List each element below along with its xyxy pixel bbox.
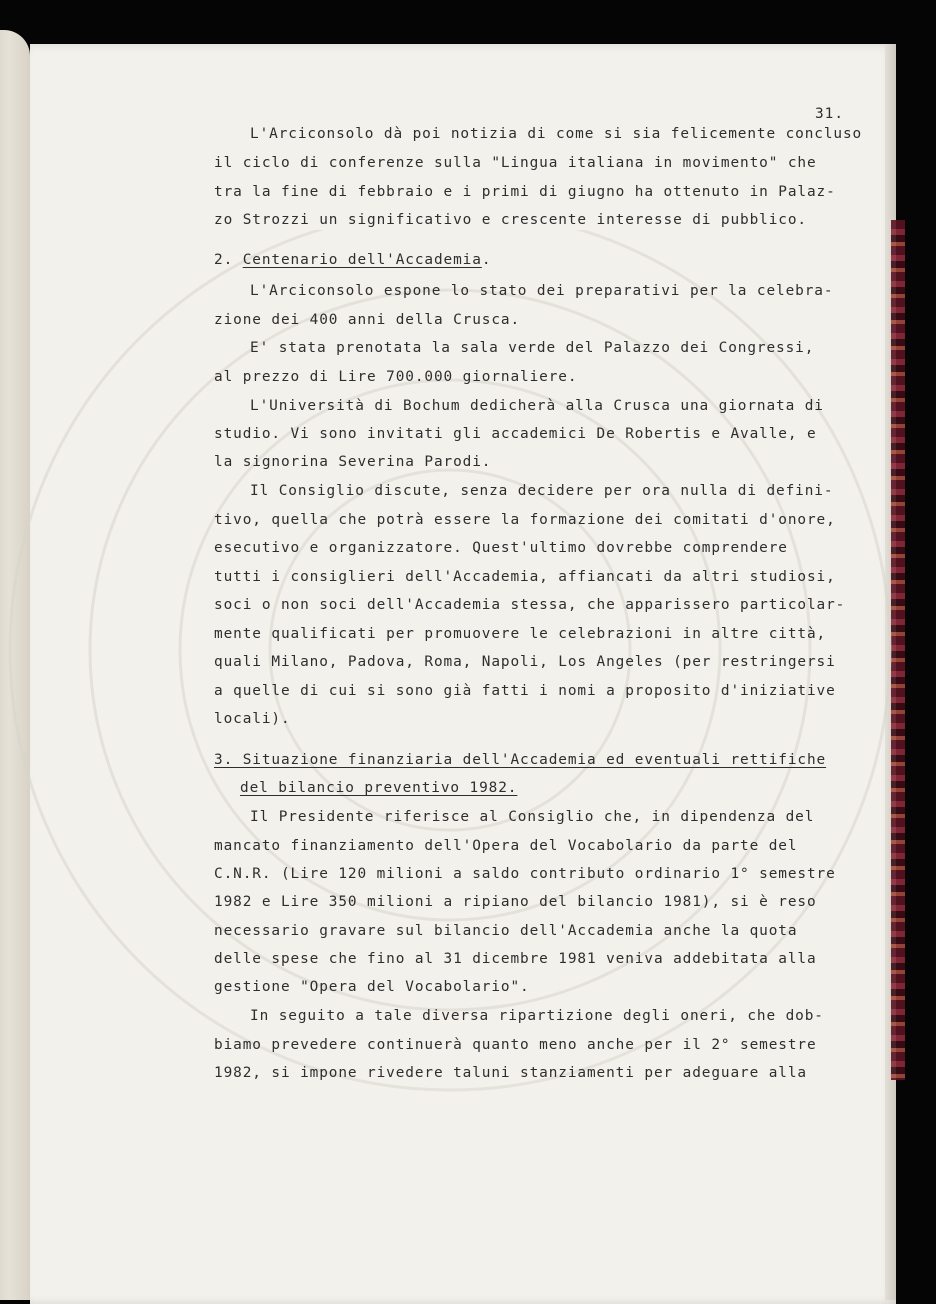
paragraph-line: gestione "Opera del Vocabolario". bbox=[214, 979, 530, 995]
paragraph-line: quali Milano, Padova, Roma, Napoli, Los Angeles (per restringersi bbox=[214, 654, 836, 670]
paragraph-line: L'Arciconsolo espone lo stato dei preparativi per la celebra- bbox=[250, 283, 834, 299]
paragraph-line: L'Arciconsolo dà poi notizia di come si sia felicemente concluso bbox=[250, 126, 863, 142]
section-heading-text bbox=[214, 252, 491, 268]
paragraph-line: il ciclo di conferenze sulla "Lingua italiana in movimento" che bbox=[214, 155, 817, 171]
paragraph-line: biamo prevedere continuerà quanto meno anche per il 2° semestre bbox=[214, 1037, 817, 1053]
paragraph-line: mente qualificati per promuovere le celebrazioni in altre città, bbox=[214, 626, 827, 642]
paragraph-line: C.N.R. (Lire 120 milioni a saldo contributo ordinario 1° semestre bbox=[214, 866, 836, 882]
paragraph-line: zo Strozzi un significativo e crescente interesse di pubblico. bbox=[214, 212, 807, 228]
page-number: 31. bbox=[815, 106, 844, 122]
section-heading-3: 3. Situazione finanziaria dell'Accademia ed eventuali rettifiche bbox=[214, 752, 827, 768]
section-title: Centenario dell'Accademia bbox=[242, 252, 482, 268]
paragraph-line: Il Consiglio discute, senza decidere per ora nulla di defini- bbox=[250, 483, 834, 499]
section-period: . bbox=[481, 252, 492, 268]
paragraph-line: In seguito a tale diversa ripartizione degli oneri, che dob- bbox=[250, 1008, 824, 1024]
paragraph-line: tutti i consiglieri dell'Accademia, affiancati da altri studiosi, bbox=[214, 569, 836, 585]
document-page bbox=[30, 44, 896, 1304]
paragraph-line: delle spese che fino al 31 dicembre 1981 veniva addebitata alla bbox=[214, 951, 817, 967]
paragraph-line: la signorina Severina Parodi. bbox=[214, 454, 492, 470]
paragraph-line: soci o non soci dell'Accademia stessa, che apparissero particolar- bbox=[214, 597, 846, 613]
facing-page-edge bbox=[0, 30, 30, 1300]
paragraph-line: locali). bbox=[214, 711, 291, 727]
paragraph-line: E' stata prenotata la sala verde del Palazzo dei Congressi, bbox=[250, 340, 815, 356]
paragraph-line: Il Presidente riferisce al Consiglio che, in dipendenza del bbox=[250, 809, 815, 825]
paragraph-line: 1982, si impone rivedere taluni stanziamenti per adeguare alla bbox=[214, 1065, 807, 1081]
section-heading-2 bbox=[214, 250, 491, 270]
paragraph-line: tivo, quella che potrà essere la formazione dei comitati d'onore, bbox=[214, 512, 836, 528]
paragraph-line: al prezzo di Lire 700.000 giornaliere. bbox=[214, 369, 578, 385]
section-number: 2. bbox=[214, 252, 243, 268]
paragraph-line: necessario gravare sul bilancio dell'Accademia anche la quota bbox=[214, 923, 798, 939]
paragraph-line: studio. Vi sono invitati gli accademici De Robertis e Avalle, e bbox=[214, 426, 817, 442]
section-heading-3-cont: del bilancio preventivo 1982. bbox=[240, 780, 518, 796]
paragraph-line: tra la fine di febbraio e i primi di giugno ha ottenuto in Palaz- bbox=[214, 184, 836, 200]
book-binding bbox=[891, 220, 905, 1080]
paragraph-line: zione dei 400 anni della Crusca. bbox=[214, 312, 521, 328]
paragraph-line: mancato finanziamento dell'Opera del Vocabolario da parte del bbox=[214, 838, 798, 854]
paragraph-line: L'Università di Bochum dedicherà alla Crusca una giornata di bbox=[250, 398, 824, 414]
paragraph-line: esecutivo e organizzatore. Quest'ultimo dovrebbe comprendere bbox=[214, 540, 788, 556]
paragraph-line: 1982 e Lire 350 milioni a ripiano del bilancio 1981), si è reso bbox=[214, 894, 817, 910]
paragraph-line: a quelle di cui si sono già fatti i nomi a proposito d'iniziative bbox=[214, 683, 836, 699]
